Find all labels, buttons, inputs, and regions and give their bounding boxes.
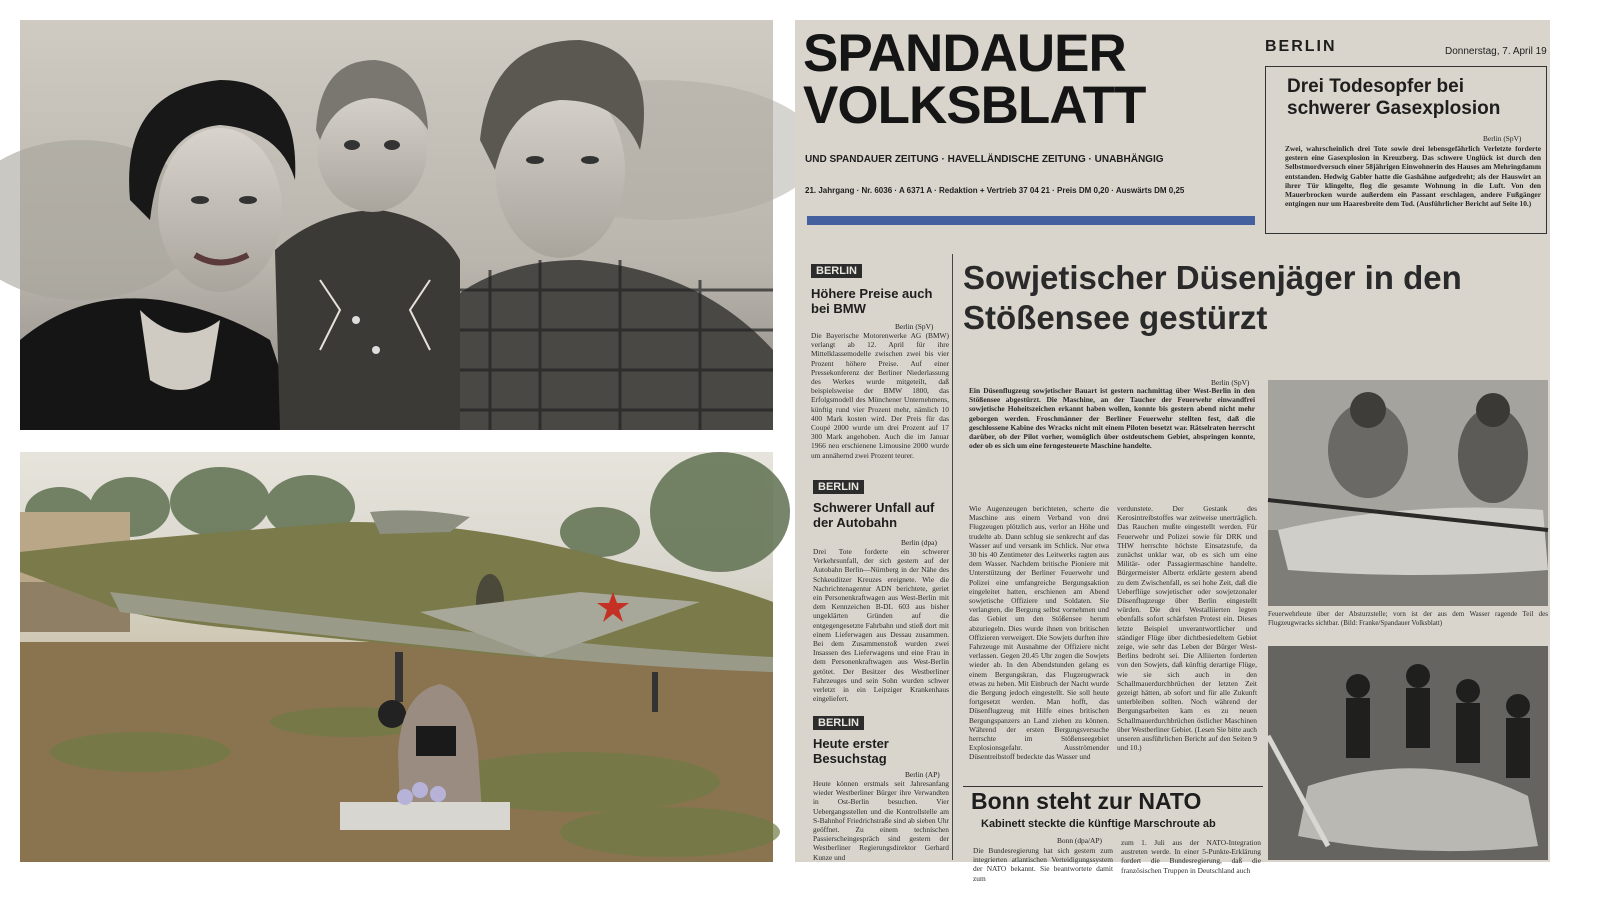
nato-col-2: zum 1. Juli aus der NATO-Integration austreten werde. In einer 5-Punkte-Erklärung fordert die Bundesregierung, daß die französischen Truppen in Deutschland auch — [1121, 838, 1261, 875]
nato-headline: Bonn steht zur NATO — [971, 788, 1202, 814]
wreck-recovery-photo — [1268, 646, 1548, 860]
nato-dateline: Bonn (dpa/AP) — [1057, 836, 1102, 845]
sidebar-3-dateline: Berlin (AP) — [905, 770, 940, 779]
sidebar-3-tag: BERLIN — [813, 716, 864, 730]
nato-col-1: Die Bundesregierung hat sich gestern zum integrierten atlantischen Verteidigungssystem der NATO bekannt. Sie beantwortete damit zum — [973, 846, 1113, 883]
main-story-col-1: Wie Augenzeugen berichteten, scherte die Maschine aus einem Verband von drei Flugzeugen plötzlich aus, verlor an Höhe und trudelte ab. Dann schlug sie senkrecht auf das Wasser auf und versank im Schlick. Nur etwa 30 bis 40 Zentimeter des Leitwerks ragten aus dem Wasser. Nachdem britische Pioniere mit Unterstützung der Berliner Feuerwehr und Polizei eine umfangreiche Bergungsaktion eingeleitet hatten, erschienen am Abend sowjetische Offiziere und Soldaten. Sie verlangten, die Bergung selbst vornehmen und das Gebiet um den Stößensee herum abzuriegeln. Dies wurde ihnen von britischen Offizieren verweigert. Die Sowjets durften ihre Fahrzeuge mit Ausnahme der Offiziere nicht verlassen. Gegen 20.45 Uhr zogen die Sowjets wieder ab. In den Abendstunden gelang es einem Bergungskran, das Flugzeugwrack etwas zu heben. Mit Einbruch der Nacht wurde die Bergung jedoch eingestellt. Sie soll heute fortgesetzt werden. Man hofft, das Düsenflugzeug mit Hilfe eines britischen Bergungspanzers an Land ziehen zu können. Während der ersten Bergungsversuche herrschte im Stößenseegebiet Explosionsgefahr. Ausströmender Düsentreibstoff bedeckte das Wasser und — [969, 504, 1109, 762]
sidebar-1-tag: BERLIN — [811, 264, 862, 278]
main-story-col-2: verdunstete. Der Gestank des Kerosintreibstoffes war zeitweise unerträglich. Das Rauchen mußte eingestellt werden. Für Feuerwehr und Polizei sowie für DRK und THW herrschte höchste Einsatzstufe, da zunächst unklar war, ob es sich um eine Militär- oder Passagiermaschine handelte. Bürgermeister Albertz erklärte gestern abend zu dem Zwischenfall, es sei hohe Zeit, daß die Ueberflüge sowjetischer oder sowjetzonaler Düsenflugzeuge über Berlin eingestellt würden. Die drei Westalliierten legten ebenfalls sofort schärfsten Protest ein. Dieses letzte Beispiel unverantwortlicher und ständiger Flüge über dichtbesiedeltem Gebiet zeige, wie sehr das Leben der Bürger West-Berlins bedroht sei. Die Alliierten forderten von den Sowjets, daß künftig derartige Flüge, wie sie sich auch in den Schallmauerdurchbrüchen der letzten Zeit gezeigt hätten, ab sofort und für alle Zukunft unterbleiben sollten. Noch während der Bergungsarbeiten kam es zu neuen Schallmauerdurchbrüchen östlicher Maschinen über Westberliner Gebiet. (Lesen Sie bitte auch unseren ausführlichen Bericht auf den Seiten 9 und 10.) — [1117, 504, 1257, 753]
masthead-city: BERLIN — [1265, 38, 1337, 55]
masthead-subtitle: UND SPANDAUER ZEITUNG · HAVELLÄNDISCHE ZEITUNG · UNABHÄNGIG — [805, 154, 1164, 165]
top-story-dateline: Berlin (SpV) — [1483, 134, 1522, 143]
main-story-lead: Ein Düsenflugzeug sowjetischer Bauart ist gestern nachmittag über West-Berlin in den Stößensee abgestürzt. Die Maschine, an der Taucher der Feuerwehr einwandfrei sowjetische Hoheitszeichen erkannt haben wollen, konnte bis gestern abend nicht mehr geborgen werden. Froschmänner der Berliner Feuerwehr stellten fest, daß die geschlossene Kabine des Wracks nicht mit einem Piloten besetzt war. Rätselraten herrscht darüber, ob der Pilot vorher, womöglich über ostdeutschem Gebiet, abspringen konnte, oder ob es sich um eine ferngesteuerte Maschine handelte. — [969, 386, 1255, 451]
sidebar-2-body: Drei Tote forderte ein schwerer Verkehrsunfall, der sich gestern auf der Autobahn Berlin—Nürnberg in der Nähe des Schkeuditzer Kreuzes ereignete. Wie die Nachrichtenagentur ADN berichtete, geriet ein Personenkraftwagen aus West-Berlin mit dem Kennzeichen B-DL 603 aus bisher ungeklärten Gründen auf die entgegengesetzte Fahrbahn und stieß dort mit einem Lieferwagen aus Dessau zusammen. Bei dem Zusammenstoß wurden zwei Insassen des Lieferwagens und eine Frau in dem Personenkraftwagen aus West-Berlin getötet. Der Besitzer des Westberliner Fahrzeuges und sein Sohn wurden schwer verletzt in ein Leipziger Krankenhaus eingeliefert. — [813, 547, 949, 704]
masthead-line-1: SPANDAUER — [803, 24, 1126, 83]
main-story-headline: Sowjetischer Düsenjäger in den Stößensee gestürzt — [963, 259, 1462, 336]
rescue-photo-caption — [1268, 610, 1548, 632]
sidebar-1-dateline: Berlin (SpV) — [895, 322, 934, 331]
newspaper-page — [795, 20, 1550, 883]
nato-rule — [963, 786, 1263, 787]
sidebar-2-tag: BERLIN — [813, 480, 864, 494]
masthead-stripe — [807, 216, 1255, 225]
sidebar-1-body: Die Bayerische Motorenwerke AG (BMW) verlangt ab 12. April für ihre Mittelklassemodelle zwischen zwei bis vier Prozent höhere Preise. Auf einer Pressekonferenz der Berliner Niederlassung des Werkes wurde mitgeteilt, daß beispielsweise der BMW 1800, das Erfolgsmodell des Münchener Unternehmens, künftig rund vier Prozent mehr, nämlich 10 400 Mark kosten wird. Der Preis für das Coupé 2000 wurde um drei Prozent auf 17 300 Mark angehoben. Auch die im Januar 1966 neu erschienene Limousine 2000 wurde um annähernd zwei Prozent teurer. — [811, 331, 949, 460]
rescue-boat-image — [1268, 380, 1548, 606]
sidebar-3-body: Heute können erstmals seit Jahresanfang wieder Westberliner Bürger ihre Verwandten in Ost-Berlin besuchen. Vier Uebergangsstellen und die Kontrollstelle am S-Bahnhof Friedrichstraße sind ab sieben Uhr geöffnet. Zu einem technischen Passierscheingespräch sind gestern der Westberliner Regierungsdirektor Gerhard Kunze und — [813, 779, 949, 862]
issue-date: Donnerstag, 7. April 19 — [1445, 46, 1547, 57]
masthead-line-2: VOLKSBLATT — [803, 76, 1146, 135]
top-story-headline: Drei Todesopfer bei schwerer Gasexplosion — [1287, 76, 1501, 119]
family-portrait-image — [20, 20, 773, 430]
nato-subheadline: Kabinett steckte die künftige Marschroute ab — [981, 818, 1216, 830]
issue-info: 21. Jahrgang · Nr. 6036 · A 6371 A · Redaktion + Vertrieb 37 04 21 · Preis DM 0,20 · Auswärts DM 0,25 — [805, 186, 1185, 195]
main-story-dateline: Berlin (SpV) — [1211, 378, 1250, 387]
jet-memorial-image — [20, 452, 773, 862]
rescue-boat-photo — [1268, 380, 1548, 606]
caption-text: Feuerwehrleute über der Absturzstelle; vorn ist der aus dem Wasser ragende Teil des Flugzeugwracks sichtbar. — [1268, 610, 1548, 627]
family-portrait-photo — [20, 20, 773, 430]
sidebar-1-headline: Höhere Preise auch bei BMW — [811, 286, 933, 316]
sidebar-2-headline: Schwerer Unfall auf der Autobahn — [813, 500, 935, 530]
soviet-jet-memorial-photo — [20, 452, 773, 862]
sidebar-2-dateline: Berlin (dpa) — [901, 538, 937, 547]
wreck-recovery-image — [1268, 646, 1548, 860]
top-story-body: Zwei, wahrscheinlich drei Tote sowie drei lebensgefährlich Verletzte forderte gestern eine Gasexplosion in Kreuzberg. Das schwere Unglück ist durch den Selbstmordversuch einer 58jährigen Einwohnerin des Hauses am Mehringdamm entstanden. Hedwig Gabler hatte die Gashähne aufgedreht; als der Hauswirt an ihrer Tür klingelte, flog die gesamte Wohnung in die Luft. Von den Mauerbrocken wurde außerdem ein Passant erschlagen, andere Fußgänger entgingen nur um Haaresbreite dem Tod. (Ausführlicher Bericht auf Seite 10.) — [1285, 144, 1541, 209]
sidebar-3-headline: Heute erster Besuchstag — [813, 736, 889, 766]
caption-credit: (Bild: Franke/Spandauer Volksblatt) — [1340, 619, 1443, 627]
